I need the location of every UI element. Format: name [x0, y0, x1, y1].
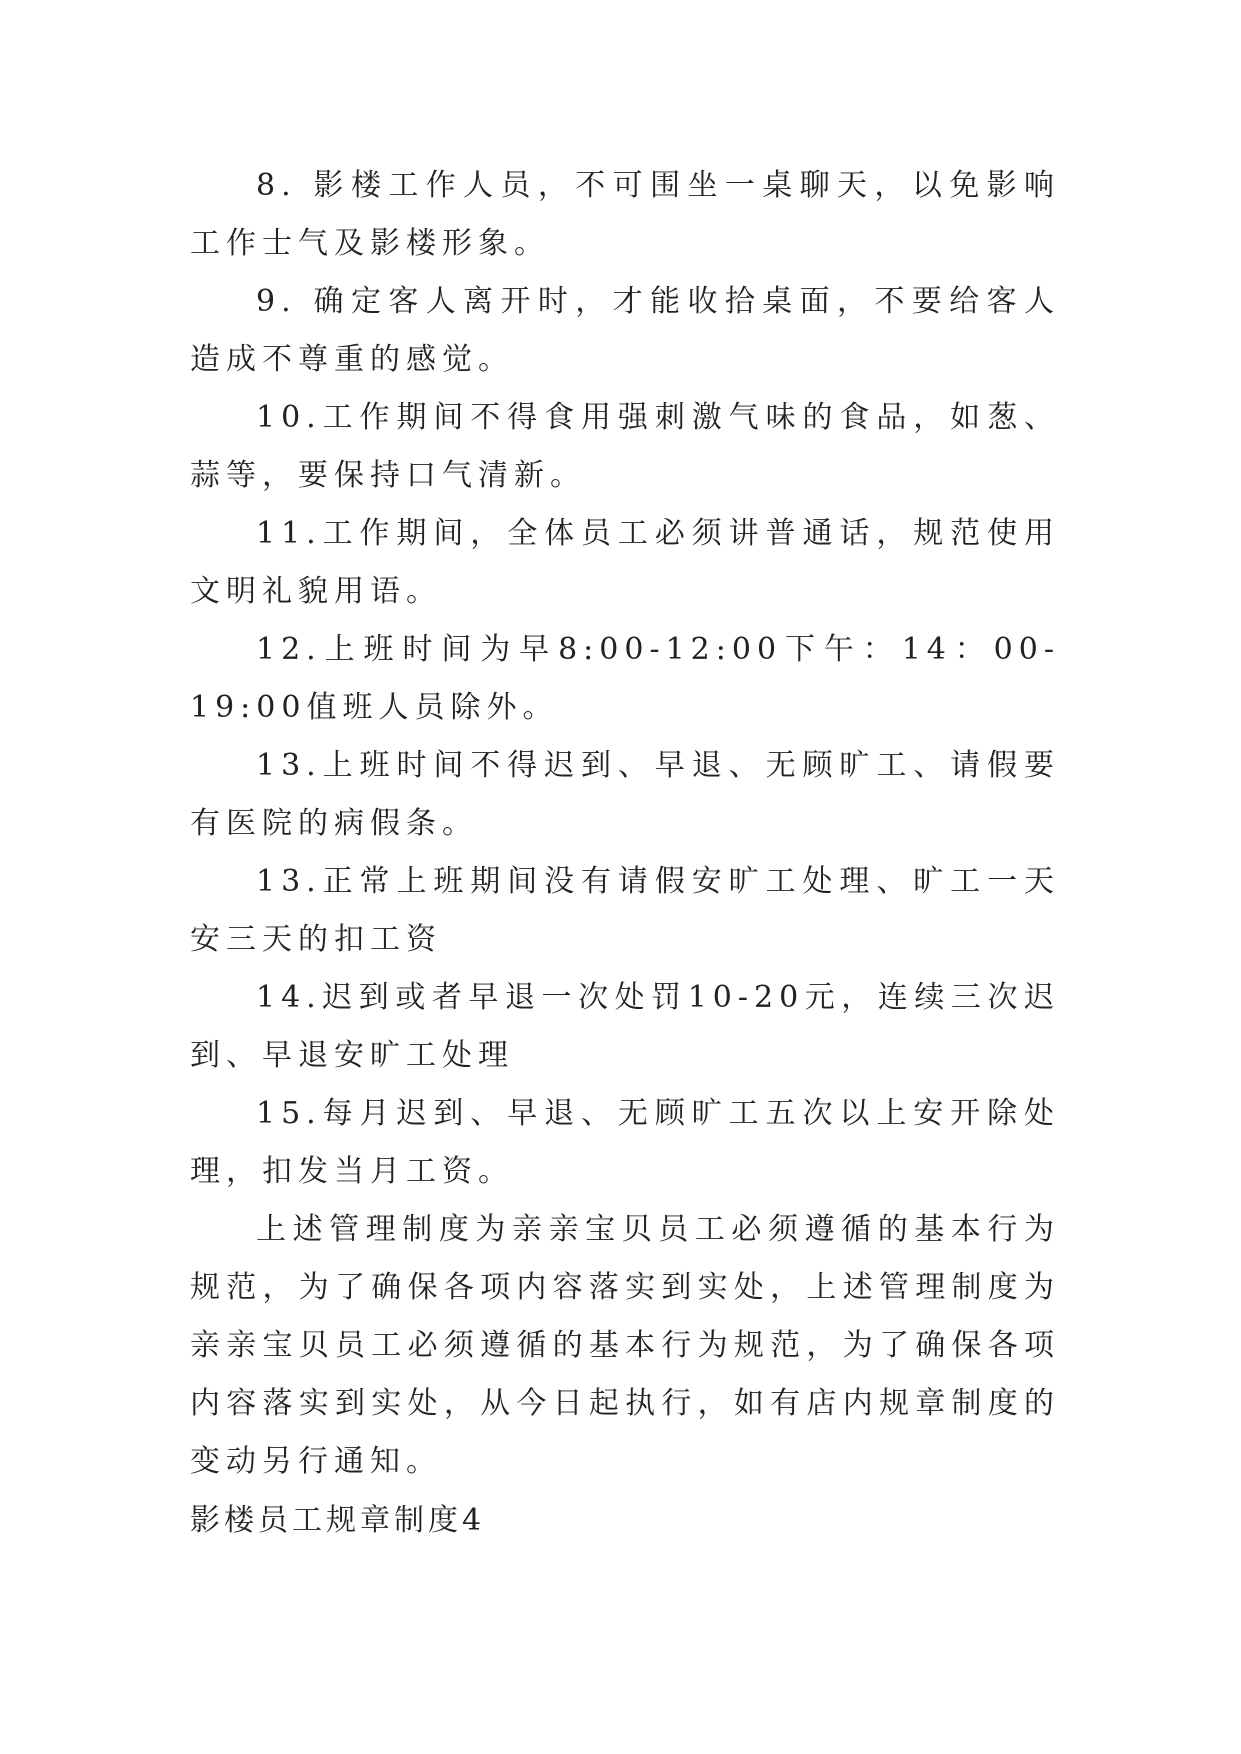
- rule-item-10: 10.工作期间不得食用强刺激气味的食品，如葱、蒜等，要保持口气清新。: [190, 400, 1060, 493]
- closing-paragraph: 上述管理制度为亲亲宝贝员工必须遵循的基本行为规范，为了确保各项内容落实到实处，上述管理制度为亲亲宝贝员工必须遵循的基本行为规范，为了确保各项内容落实到实处，从今日起执行，如有店内规章制度的变动另行通知。: [190, 1212, 1060, 1479]
- rule-item-15: 15.每月迟到、早退、无顾旷工五次以上安开除处理，扣发当月工资。: [190, 1096, 1060, 1189]
- rule-item-13b: 13.正常上班期间没有请假安旷工处理、旷工一天安三天的扣工资: [190, 864, 1060, 957]
- rule-item-8: 8. 影楼工作人员，不可围坐一桌聊天，以免影响工作士气及影楼形象。: [190, 168, 1060, 261]
- section-heading: 影楼员工规章制度4: [190, 1503, 486, 1538]
- document-body: [190, 157, 1060, 1491]
- rule-item-13a: 13.上班时间不得迟到、早退、无顾旷工、请假要有医院的病假条。: [190, 748, 1060, 841]
- rule-item-14: 14.迟到或者早退一次处罚10-20元，连续三次迟到、早退安旷工处理: [190, 980, 1060, 1073]
- rule-item-11: 11.工作期间，全体员工必须讲普通话，规范使用文明礼貌用语。: [190, 516, 1060, 609]
- rule-item-12: 12.上班时间为早8:00-12:00下午：14：00-19:00值班人员除外。: [190, 632, 1060, 725]
- rule-item-9: 9. 确定客人离开时，才能收拾桌面，不要给客人造成不尊重的感觉。: [190, 284, 1060, 377]
